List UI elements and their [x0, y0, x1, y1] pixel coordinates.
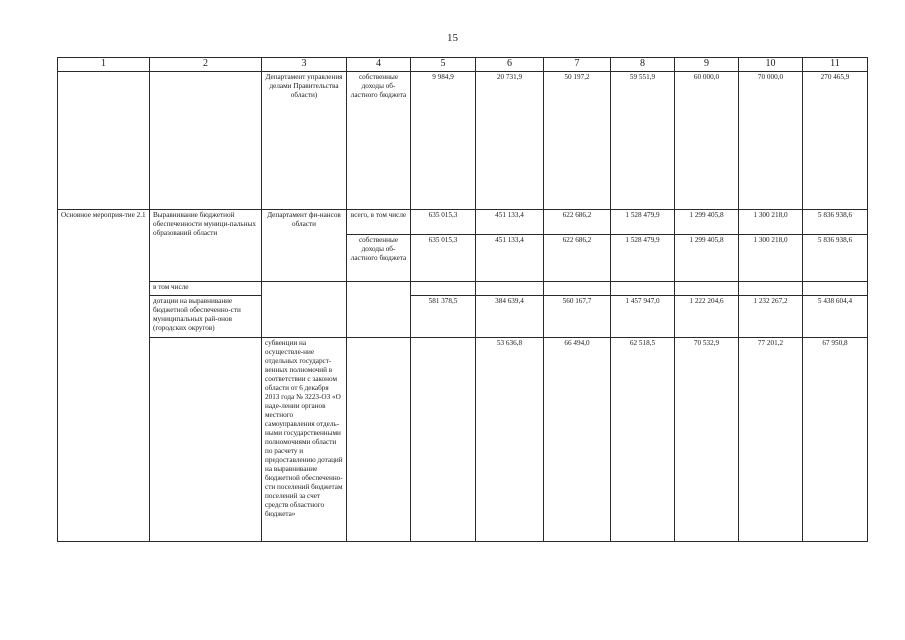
- table-cell: [347, 295, 411, 337]
- table-cell: [150, 71, 262, 209]
- table-cell: субвенции на осуществле-ние отдельных государст-венных полномочий в соответствии с законом области от 6 декабря 2013 года № 3223-ОЗ «О наде-лении органов местного самоуправления отдель-ными государственными полномочиями области по расчету и предоставлению дотаций на выравнивание бюджетной обеспеченно-сти поселений бюджетам поселений за счет средств областного бюджета»: [262, 337, 347, 541]
- table-row: [58, 281, 868, 295]
- table-cell: [544, 281, 611, 295]
- column-header: 10: [739, 58, 803, 72]
- table-cell: в том числе: [150, 281, 262, 295]
- table-cell: Основное мероприя-тие 2.1: [58, 209, 150, 541]
- column-header: 11: [803, 58, 868, 72]
- table-cell: [739, 281, 803, 295]
- table-cell: [476, 281, 544, 295]
- table-cell: собственные доходы об-ластного бюджета: [347, 234, 411, 281]
- table-cell: 1 222 204,6: [675, 295, 739, 337]
- table-cell: 1 299 405,8: [675, 234, 739, 281]
- column-header: 6: [476, 58, 544, 72]
- budget-table: [57, 57, 868, 542]
- table-cell: 635 015,3: [411, 234, 476, 281]
- table-cell: 635 015,3: [411, 209, 476, 234]
- table-cell: 622 686,2: [544, 234, 611, 281]
- header-row: [58, 58, 868, 72]
- table-cell: 1 300 218,0: [739, 209, 803, 234]
- table-cell: 384 639,4: [476, 295, 544, 337]
- table-cell: 451 133,4: [476, 209, 544, 234]
- table-cell: [411, 337, 476, 541]
- table-cell: 5 438 604,4: [803, 295, 868, 337]
- table-cell: 5 836 938,6: [803, 234, 868, 281]
- table-cell: [675, 281, 739, 295]
- table-cell: 77 201,2: [739, 337, 803, 541]
- table-cell: 622 686,2: [544, 209, 611, 234]
- table-cell: дотации на выравнивание бюджетной обеспеченно-сти муниципальных рай-онов (городских округов): [150, 295, 262, 337]
- table-cell: 1 299 405,8: [675, 209, 739, 234]
- table-cell: [262, 281, 347, 295]
- table-cell: 451 133,4: [476, 234, 544, 281]
- table-row: [58, 295, 868, 337]
- column-header: 5: [411, 58, 476, 72]
- table-cell: [262, 295, 347, 337]
- table-cell: [611, 281, 675, 295]
- table-cell: 53 636,8: [476, 337, 544, 541]
- table-cell: 60 000,0: [675, 71, 739, 209]
- table-cell: [803, 281, 868, 295]
- table-cell: 1 457 947,0: [611, 295, 675, 337]
- table-cell: 1 232 267,2: [739, 295, 803, 337]
- table-row: [58, 337, 868, 541]
- table-cell: собственные доходы об-ластного бюджета: [347, 71, 411, 209]
- table-cell: 70 532,9: [675, 337, 739, 541]
- column-header: 2: [150, 58, 262, 72]
- table-cell: [347, 337, 411, 541]
- column-header: 1: [58, 58, 150, 72]
- table-cell: 67 950,8: [803, 337, 868, 541]
- column-header: 9: [675, 58, 739, 72]
- table-cell: 560 167,7: [544, 295, 611, 337]
- table-cell: [347, 281, 411, 295]
- table-cell: Выравнивание бюджетной обеспеченности муници-пальных образований области: [150, 209, 262, 281]
- table-cell: 59 551,9: [611, 71, 675, 209]
- table-cell: 66 494,0: [544, 337, 611, 541]
- column-header: 7: [544, 58, 611, 72]
- table-cell: 20 731,9: [476, 71, 544, 209]
- table-cell: 50 197,2: [544, 71, 611, 209]
- table-row: [58, 209, 868, 234]
- table-cell: 9 984,9: [411, 71, 476, 209]
- table-cell: [150, 337, 262, 541]
- table-cell: Департамент управления делами Правительства области): [262, 71, 347, 209]
- table-cell: 270 465,9: [803, 71, 868, 209]
- column-header: 8: [611, 58, 675, 72]
- table-cell: 1 528 479,9: [611, 234, 675, 281]
- table-cell: Департамент фи-нансов области: [262, 209, 347, 281]
- table-cell: 1 300 218,0: [739, 234, 803, 281]
- page-number: 15: [447, 32, 458, 44]
- table-cell: 581 378,5: [411, 295, 476, 337]
- table-cell: [58, 71, 150, 209]
- table-cell: 1 528 479,9: [611, 209, 675, 234]
- table-cell: [411, 281, 476, 295]
- table-cell: 5 836 938,6: [803, 209, 868, 234]
- column-header: 3: [262, 58, 347, 72]
- table-cell: всего, в том числе: [347, 209, 411, 234]
- table-row: [58, 71, 868, 209]
- table-cell: 62 518,5: [611, 337, 675, 541]
- column-header: 4: [347, 58, 411, 72]
- table-cell: 70 000,0: [739, 71, 803, 209]
